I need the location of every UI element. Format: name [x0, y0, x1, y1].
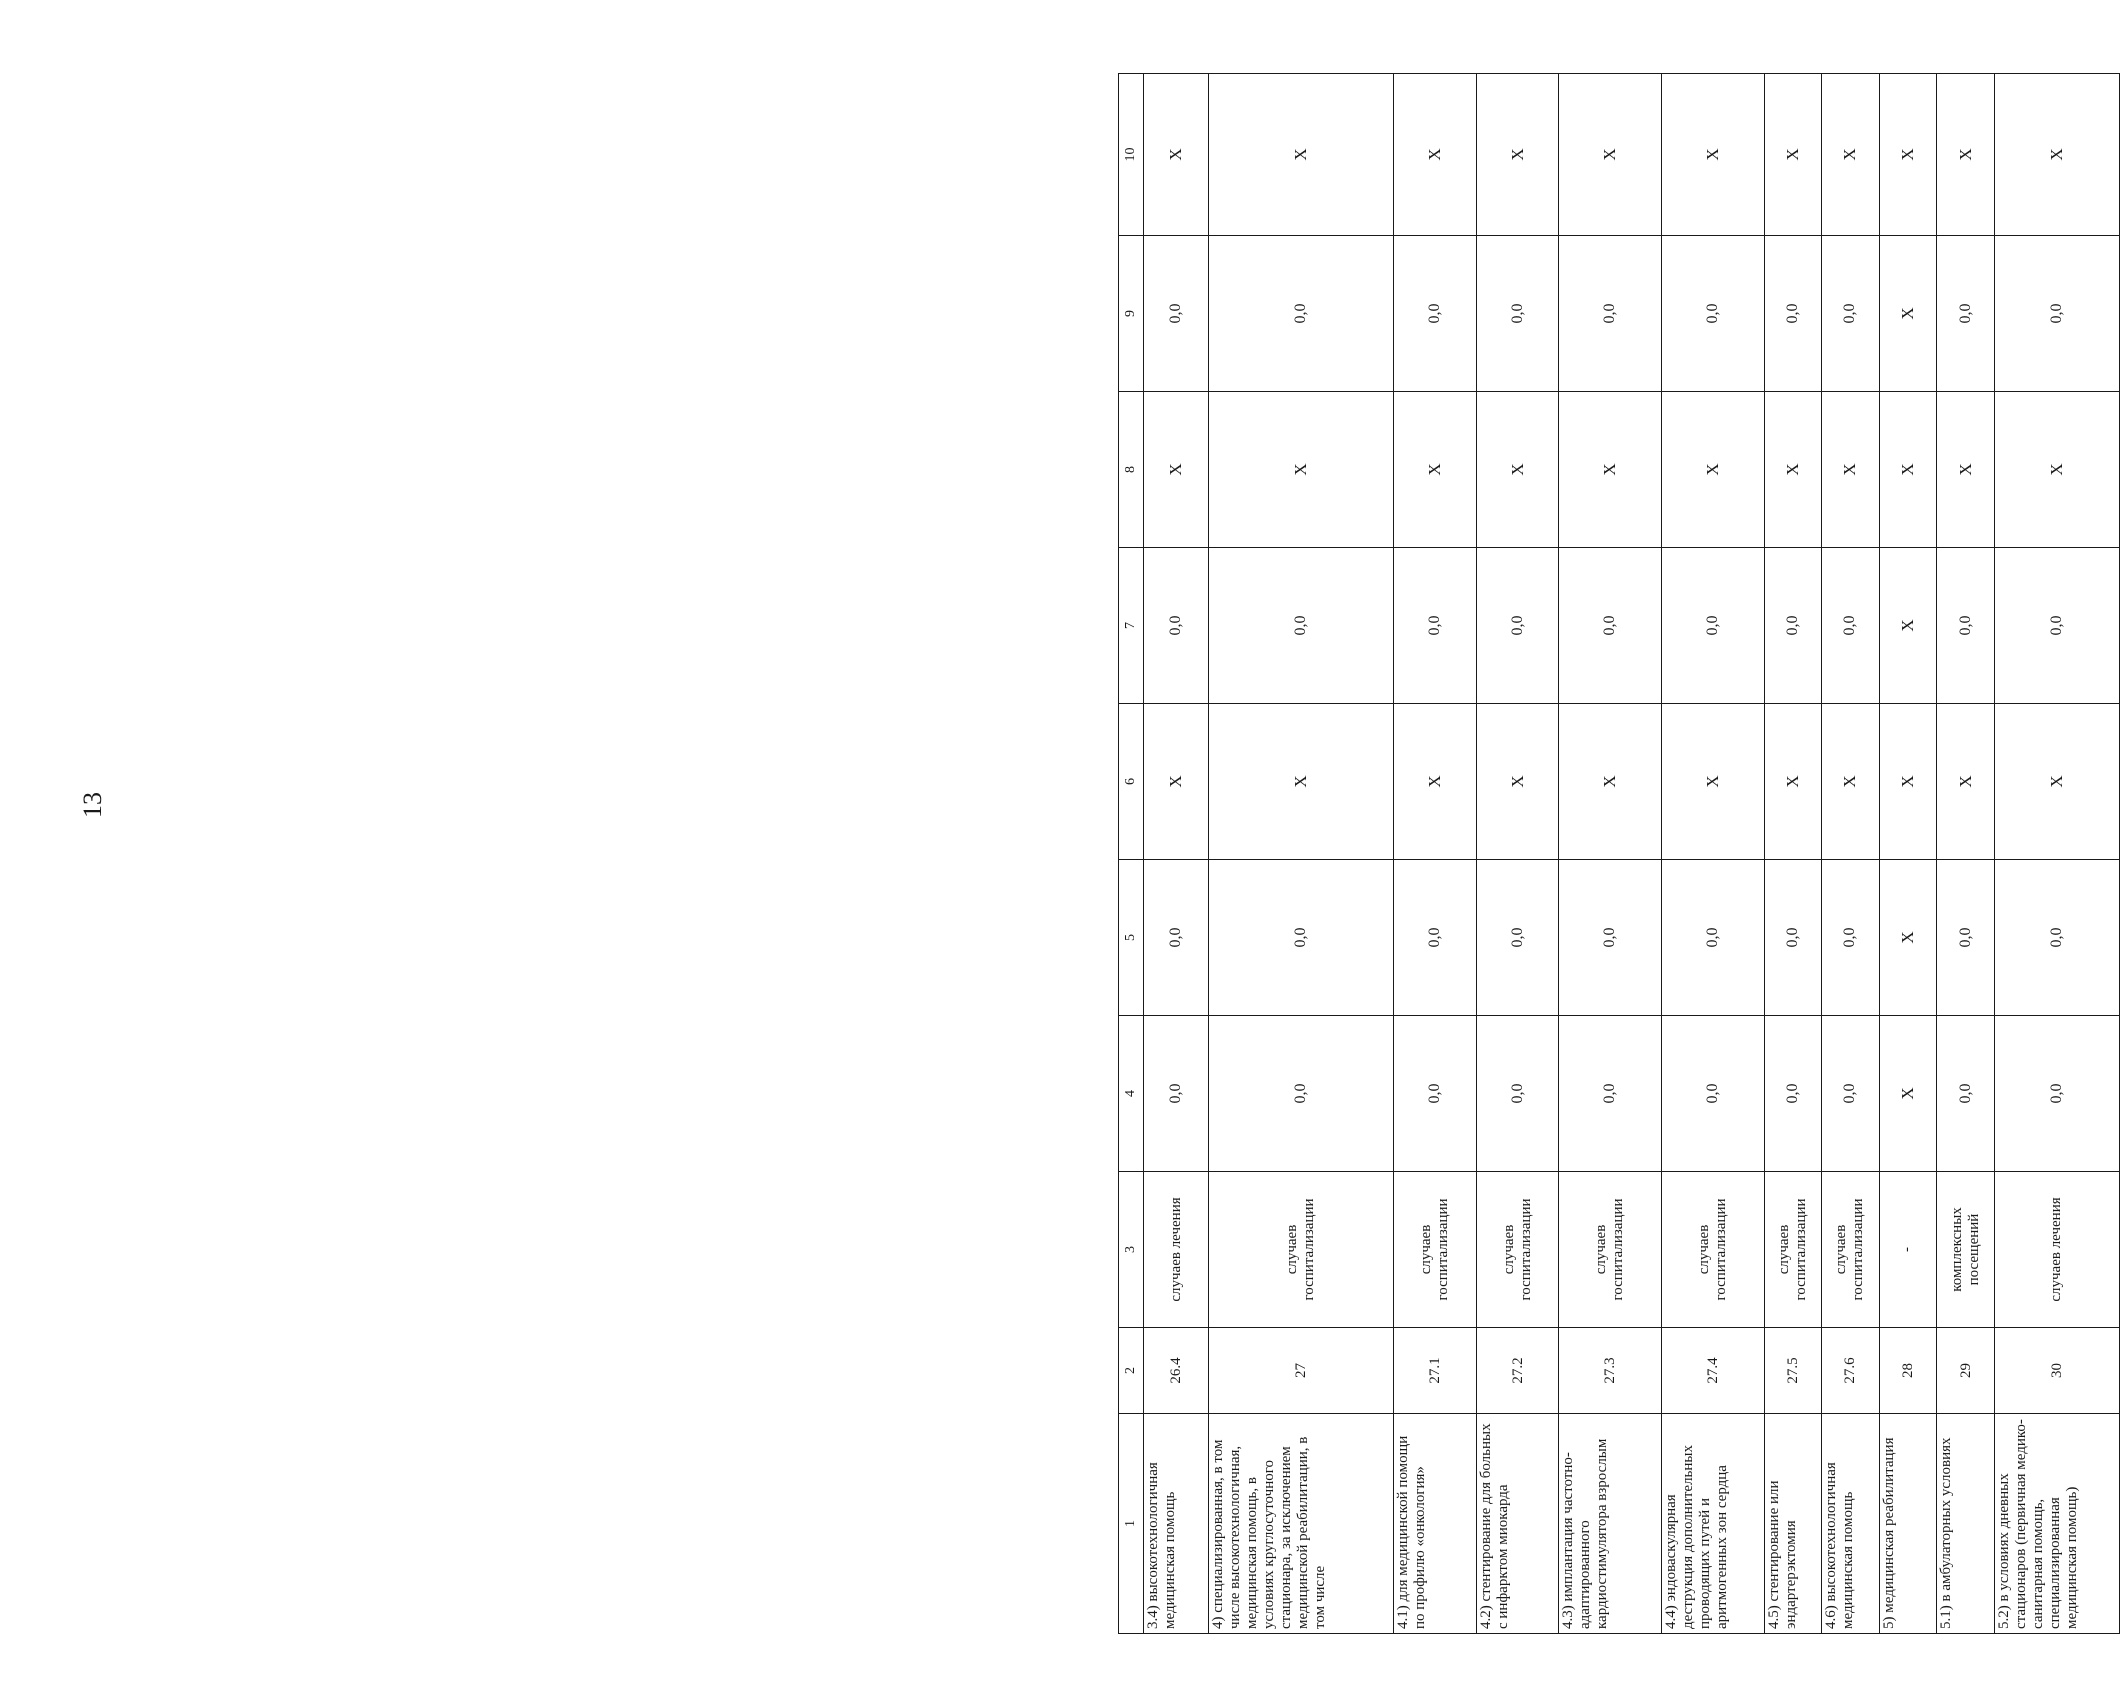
unit-cell: случаев госпитализации: [1209, 1172, 1394, 1328]
col8-cell: Х: [1937, 392, 1995, 548]
col10-cell: Х: [1144, 74, 1209, 236]
row-name-cell: 4.1) для медицинской помощи по профилю «онкология»: [1394, 1414, 1477, 1634]
table-row: [1144, 74, 1209, 1634]
row-number-cell: 29: [1937, 1328, 1995, 1414]
col4-cell: 0,0: [1822, 1016, 1880, 1172]
col5-cell: 0,0: [1144, 860, 1209, 1016]
col7-cell: 0,0: [1822, 548, 1880, 704]
table-row: [1994, 74, 2119, 1634]
col7-cell: 0,0: [1144, 548, 1209, 704]
col5-cell: 0,0: [1937, 860, 1995, 1016]
unit-cell: -: [1879, 1172, 1937, 1328]
col5-cell: 0,0: [1994, 860, 2119, 1016]
row-name-cell: 5) медицинская реабилитация: [1879, 1414, 1937, 1634]
table-row: [1559, 74, 1662, 1634]
row-number-cell: 27.4: [1662, 1328, 1765, 1414]
table-row: [1394, 74, 1477, 1634]
col10-cell: Х: [1937, 74, 1995, 236]
col9-cell: 0,0: [1394, 236, 1477, 392]
table-row: [1764, 74, 1822, 1634]
unit-cell: комплексных посещений: [1937, 1172, 1995, 1328]
unit-cell: случаев госпитализации: [1559, 1172, 1662, 1328]
column-header: 8: [1119, 392, 1144, 548]
col10-cell: Х: [1994, 74, 2119, 236]
col8-cell: Х: [1879, 392, 1937, 548]
col9-cell: 0,0: [1764, 236, 1822, 392]
col6-cell: Х: [1476, 704, 1559, 860]
col8-cell: Х: [1764, 392, 1822, 548]
row-name-cell: 4.3) имплантация частотно-адаптированного кардиостимулятора взрослым: [1559, 1414, 1662, 1634]
row-name-cell: 5.2) в условиях дневных стационаров (первичная медико-санитарная помощь, специализированная медицинская помощь): [1994, 1414, 2119, 1634]
column-header: 1: [1119, 1414, 1144, 1634]
col8-cell: Х: [1559, 392, 1662, 548]
col7-cell: 0,0: [1937, 548, 1995, 704]
col10-cell: Х: [1764, 74, 1822, 236]
col6-cell: Х: [1559, 704, 1662, 860]
table-row: [1822, 74, 1880, 1634]
row-name-cell: 4.4) эндоваскулярная деструкция дополнительных проводящих путей и аритмогенных зон сердца: [1662, 1414, 1765, 1634]
col7-cell: 0,0: [1209, 548, 1394, 704]
col9-cell: 0,0: [1209, 236, 1394, 392]
col5-cell: 0,0: [1394, 860, 1477, 1016]
col8-cell: Х: [1144, 392, 1209, 548]
unit-cell: случаев госпитализации: [1476, 1172, 1559, 1328]
table-row: [1937, 74, 1995, 1634]
col6-cell: Х: [1764, 704, 1822, 860]
col10-cell: Х: [1559, 74, 1662, 236]
col9-cell: 0,0: [1994, 236, 2119, 392]
column-header: 2: [1119, 1328, 1144, 1414]
table-row: [1879, 74, 1937, 1634]
col7-cell: 0,0: [1764, 548, 1822, 704]
column-header: 3: [1119, 1172, 1144, 1328]
col9-cell: 0,0: [1559, 236, 1662, 392]
col8-cell: Х: [1994, 392, 2119, 548]
col5-cell: 0,0: [1662, 860, 1765, 1016]
col9-cell: 0,0: [1937, 236, 1995, 392]
table-row: [1209, 74, 1394, 1634]
unit-cell: случаев лечения: [1144, 1172, 1209, 1328]
col4-cell: 0,0: [1476, 1016, 1559, 1172]
row-number-cell: 27.6: [1822, 1328, 1880, 1414]
unit-cell: случаев госпитализации: [1822, 1172, 1880, 1328]
col6-cell: Х: [1937, 704, 1995, 860]
col7-cell: Х: [1879, 548, 1937, 704]
col9-cell: 0,0: [1822, 236, 1880, 392]
col5-cell: 0,0: [1559, 860, 1662, 1016]
col4-cell: 0,0: [1994, 1016, 2119, 1172]
col8-cell: Х: [1822, 392, 1880, 548]
table-row: [1662, 74, 1765, 1634]
col5-cell: 0,0: [1822, 860, 1880, 1016]
row-name-cell: 4) специализированная, в том числе высокотехнологичная, медицинская помощь, в условиях круглосуточного стационара, за исключением медицинской реабилитации, в том числе: [1209, 1414, 1394, 1634]
col4-cell: Х: [1879, 1016, 1937, 1172]
unit-cell: случаев госпитализации: [1662, 1172, 1765, 1328]
col5-cell: 0,0: [1209, 860, 1394, 1016]
col9-cell: 0,0: [1476, 236, 1559, 392]
col4-cell: 0,0: [1764, 1016, 1822, 1172]
row-number-cell: 27.1: [1394, 1328, 1477, 1414]
data-table: [1118, 73, 2120, 1634]
col5-cell: 0,0: [1764, 860, 1822, 1016]
row-number-cell: 30: [1994, 1328, 2119, 1414]
col10-cell: Х: [1476, 74, 1559, 236]
column-header: 10: [1119, 74, 1144, 236]
col10-cell: Х: [1394, 74, 1477, 236]
row-name-cell: 4.5) стентирование или эндартерэктомия: [1764, 1414, 1822, 1634]
col6-cell: Х: [1822, 704, 1880, 860]
col6-cell: Х: [1994, 704, 2119, 860]
column-header: 7: [1119, 548, 1144, 704]
table-body: [1144, 74, 2120, 1634]
row-name-cell: 4.2) стентирование для больных с инфарктом миокарда: [1476, 1414, 1559, 1634]
col8-cell: Х: [1662, 392, 1765, 548]
row-number-cell: 26.4: [1144, 1328, 1209, 1414]
column-header: 6: [1119, 704, 1144, 860]
unit-cell: случаев госпитализации: [1394, 1172, 1477, 1328]
col10-cell: Х: [1822, 74, 1880, 236]
column-header: 5: [1119, 860, 1144, 1016]
col6-cell: Х: [1209, 704, 1394, 860]
col8-cell: Х: [1394, 392, 1477, 548]
row-number-cell: 27.5: [1764, 1328, 1822, 1414]
column-header: 9: [1119, 236, 1144, 392]
column-number-row: [1119, 74, 1144, 1634]
row-name-cell: 5.1) в амбулаторных условиях: [1937, 1414, 1995, 1634]
col6-cell: Х: [1394, 704, 1477, 860]
col4-cell: 0,0: [1937, 1016, 1995, 1172]
row-number-cell: 28: [1879, 1328, 1937, 1414]
unit-cell: случаев лечения: [1994, 1172, 2119, 1328]
col7-cell: 0,0: [1559, 548, 1662, 704]
col4-cell: 0,0: [1559, 1016, 1662, 1172]
col4-cell: 0,0: [1144, 1016, 1209, 1172]
row-name-cell: 4.6) высокотехнологичная медицинская помощь: [1822, 1414, 1880, 1634]
col10-cell: Х: [1209, 74, 1394, 236]
row-number-cell: 27.2: [1476, 1328, 1559, 1414]
col10-cell: Х: [1662, 74, 1765, 236]
row-number-cell: 27.3: [1559, 1328, 1662, 1414]
page-number: 13: [78, 792, 107, 818]
col6-cell: Х: [1662, 704, 1765, 860]
col9-cell: Х: [1879, 236, 1937, 392]
col9-cell: 0,0: [1662, 236, 1765, 392]
col4-cell: 0,0: [1394, 1016, 1477, 1172]
col7-cell: 0,0: [1662, 548, 1765, 704]
table-row: [1476, 74, 1559, 1634]
row-number-cell: 27: [1209, 1328, 1394, 1414]
col9-cell: 0,0: [1144, 236, 1209, 392]
col7-cell: 0,0: [1994, 548, 2119, 704]
col7-cell: 0,0: [1394, 548, 1477, 704]
rotated-table-container: [1118, 74, 2120, 1634]
col6-cell: Х: [1879, 704, 1937, 860]
column-header: 4: [1119, 1016, 1144, 1172]
col10-cell: Х: [1879, 74, 1937, 236]
col4-cell: 0,0: [1662, 1016, 1765, 1172]
col8-cell: Х: [1209, 392, 1394, 548]
col7-cell: 0,0: [1476, 548, 1559, 704]
col5-cell: 0,0: [1476, 860, 1559, 1016]
col4-cell: 0,0: [1209, 1016, 1394, 1172]
row-name-cell: 3.4) высокотехнологичная медицинская помощь: [1144, 1414, 1209, 1634]
col8-cell: Х: [1476, 392, 1559, 548]
col6-cell: Х: [1144, 704, 1209, 860]
col5-cell: Х: [1879, 860, 1937, 1016]
unit-cell: случаев госпитализации: [1764, 1172, 1822, 1328]
